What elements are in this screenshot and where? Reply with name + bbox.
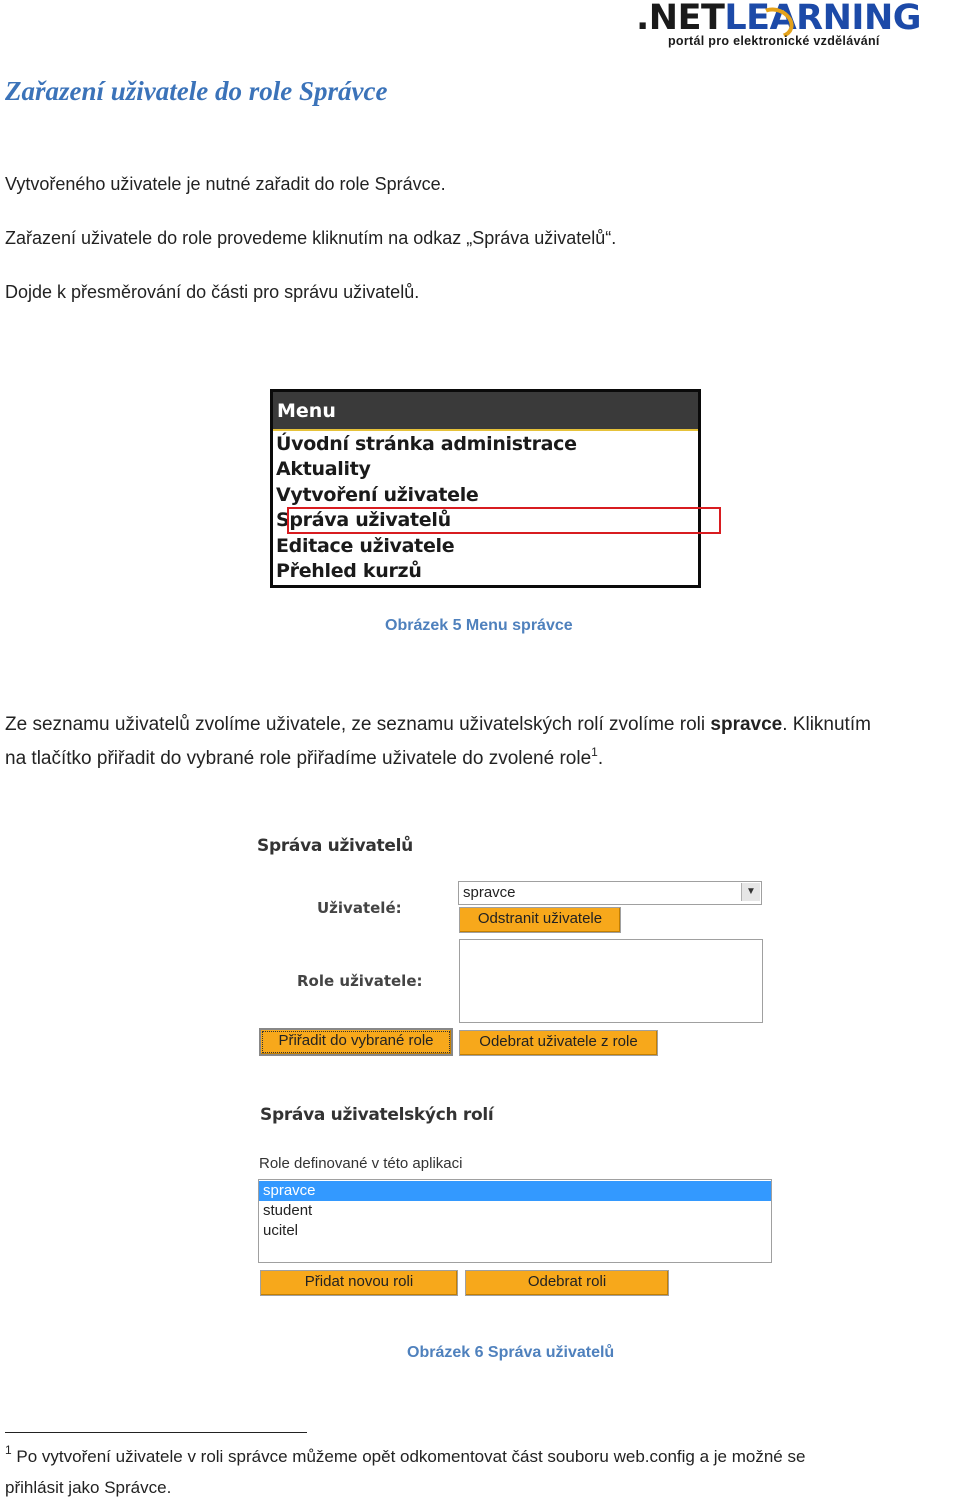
footnote-divider [5, 1432, 307, 1433]
user-roles-listbox[interactable] [459, 939, 763, 1023]
menu-item-courses-overview[interactable]: Přehled kurzů [276, 560, 422, 582]
figure-5-caption: Obrázek 5 Menu správce [385, 617, 573, 634]
paragraph-2: Zařazení uživatele do role provedeme kliknutím na odkaz „Správa uživatelů“. [5, 228, 617, 248]
footnote-ref: 1 [591, 745, 598, 759]
footnote-line-2: přihlásit jako Správce. [5, 1478, 172, 1497]
users-panel-title: Správa uživatelů [257, 836, 413, 856]
logo-learning-text: LEARNING [724, 0, 921, 38]
footnote-line-1: $^1$ Po vytvoření uživatele v roli správce můžeme opět odkomentovat část souboru web.config a je možné se [5, 1443, 806, 1466]
role-item[interactable]: student [263, 1202, 313, 1219]
menu-item-news[interactable]: Aktuality [276, 458, 371, 480]
remove-role-button[interactable]: Odebrat roli [465, 1270, 669, 1296]
menu-title: Menu [277, 400, 336, 422]
admin-menu [270, 389, 701, 588]
remove-user-button[interactable]: Odstranit uživatele [459, 907, 621, 933]
remove-from-role-button[interactable]: Odebrat uživatele z role [459, 1030, 658, 1056]
users-select[interactable] [458, 881, 762, 905]
users-select-value: spravce [463, 884, 516, 901]
footnote-mark: 1 [5, 1443, 12, 1457]
paragraph-3: Dojde k přesměrování do části pro správu uživatelů. [5, 282, 420, 302]
netlearning-logo [636, 0, 960, 52]
menu-item-admin-home[interactable]: Úvodní stránka administrace [276, 433, 577, 455]
assign-role-button[interactable]: Přiřadit do vybrané role [259, 1028, 453, 1056]
roles-listbox[interactable] [258, 1179, 772, 1263]
paragraph-1: Vytvořeného uživatele je nutné zařadit do role Správce. [5, 174, 446, 194]
page-title: Zařazení uživatele do role Správce [5, 76, 388, 106]
logo-net-text: .NET [636, 0, 725, 38]
menu-item-manage-users[interactable]: Správa uživatelů [276, 509, 451, 531]
paragraph-5: na tlačítko přiřadit do vybrané role přiřadíme uživatele do zvolené role$^1$. [5, 745, 604, 769]
figure-6-caption: Obrázek 6 Správa uživatelů [407, 1344, 615, 1361]
menu-item-edit-user[interactable]: Editace uživatele [276, 535, 455, 557]
highlight-frame [287, 507, 721, 534]
chevron-down-icon[interactable]: ▼ [741, 883, 760, 901]
role-item[interactable]: ucitel [263, 1222, 299, 1239]
menu-item-create-user[interactable]: Vytvoření uživatele [276, 484, 479, 506]
users-label: Uživatelé: [317, 899, 402, 917]
role-item[interactable]: spravce [259, 1181, 771, 1201]
roles-panel-title: Správa uživatelských rolí [260, 1105, 494, 1125]
paragraph-4: Ze seznamu uživatelů zvolíme uživatele, ze seznamu uživatelských rolí zvolíme roli spravce. Kliknutím [5, 714, 871, 735]
add-role-button[interactable]: Přidat novou roli [260, 1270, 458, 1296]
bold-role-name: spravce [710, 714, 783, 735]
logo-tagline: portál pro elektronické vzdělávání [668, 34, 880, 48]
roles-subtitle: Role definované v této aplikaci [259, 1155, 463, 1172]
roles-label: Role uživatele: [297, 972, 423, 990]
menu-header [273, 392, 698, 431]
